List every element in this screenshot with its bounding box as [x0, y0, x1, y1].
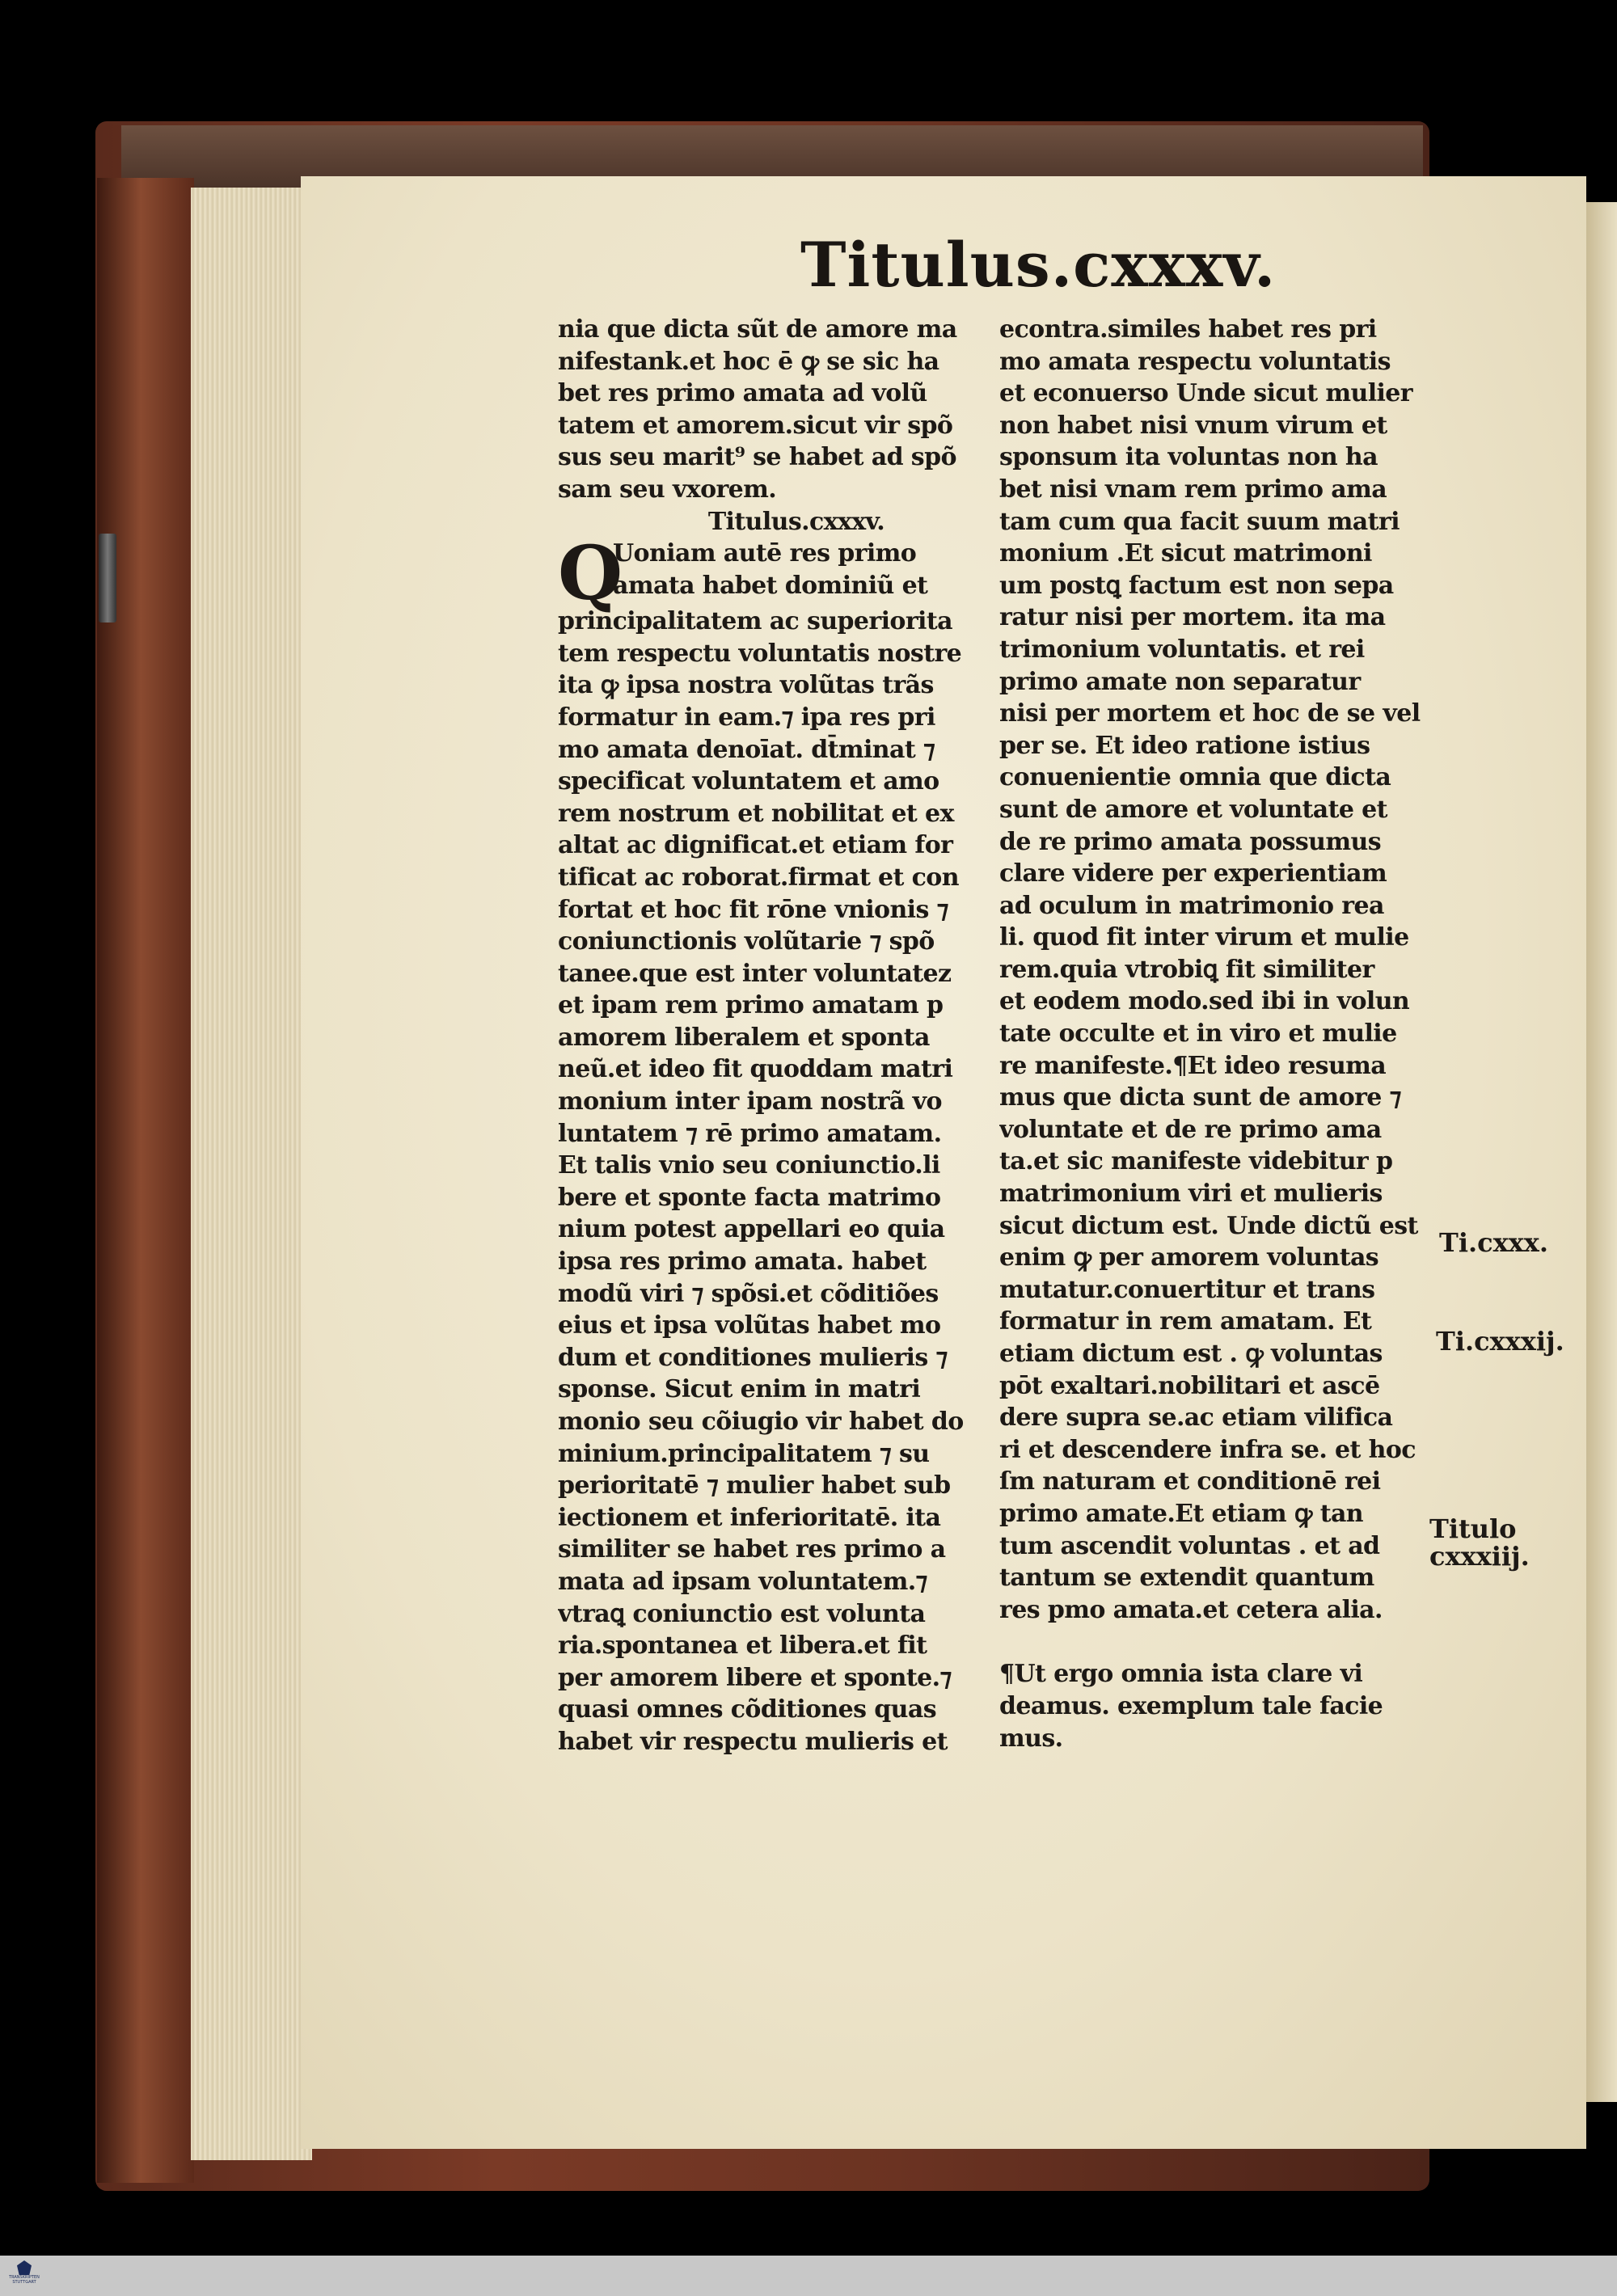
text-line: tate occulte et in viro et mulie	[999, 1019, 1397, 1049]
text-line: de re primo amata possumus	[999, 827, 1382, 856]
text-line: ta.et sic manifeste videbitur p	[999, 1147, 1393, 1176]
text-line: tanee.que est inter voluntatez	[558, 959, 952, 988]
book-spine	[97, 178, 194, 2183]
text-line: rem.quia vtrobiꝗ fit similiter	[999, 955, 1374, 984]
text-line: tatem et amorem.sicut vir spõ	[558, 411, 953, 440]
text-line: tum ascendit voluntas . et ad	[999, 1531, 1380, 1560]
text-line: li. quod fit inter virum et mulie	[999, 923, 1409, 952]
clasp-icon	[99, 534, 116, 623]
text-line: iectionem et inferioritatē. ita	[558, 1503, 941, 1532]
text-line: per amorem libere et sponte.⁊	[558, 1663, 952, 1692]
text-line: bet res primo amata ad volũ	[558, 379, 927, 408]
library-crest-icon	[17, 2260, 32, 2275]
page-title: Titulus.cxxxv.	[800, 229, 1277, 301]
section-heading: Titulus.cxxxv.	[707, 507, 885, 536]
text-line: dere supra se.ac etiam vilifica	[999, 1403, 1393, 1433]
text-line: primo amate non separatur	[999, 667, 1361, 696]
text-line: fortat et hoc fit rōne vnionis ⁊	[558, 895, 948, 924]
text-line: altat ac dignificat.et etiam for	[558, 831, 953, 860]
text-line: Uoniam autē res primo	[613, 539, 917, 568]
text-line: sicut dictum est. Unde dictũ est	[999, 1211, 1418, 1240]
text-line: per se. Et ideo ratione istius	[999, 731, 1370, 760]
text-line: coniunctionis volũtarie ⁊ spõ	[558, 927, 935, 956]
text-line: rem nostrum et nobilitat et ex	[558, 799, 954, 828]
text-line: mo amata respectu voluntatis	[999, 347, 1391, 376]
text-column-right	[999, 314, 1428, 1754]
text-line: conuenientie omnia que dicta	[999, 763, 1391, 792]
text-line: habet vir respectu mulieris et	[558, 1727, 948, 1756]
text-line: quasi omnes cõditiones quas	[558, 1695, 937, 1724]
margin-note-3-line1: Titulo	[1429, 1513, 1517, 1544]
library-logo	[6, 2260, 42, 2293]
text-line: vtraꝗ coniunctio est volunta	[558, 1599, 926, 1628]
text-line: ria.spontanea et libera.et fit	[558, 1631, 927, 1661]
text-line: tem respectu voluntatis nostre	[558, 639, 962, 668]
text-line: matrimonium viri et mulieris	[999, 1180, 1383, 1209]
text-line: pōt exaltari.nobilitari et ascē	[999, 1371, 1380, 1400]
text-line: principalitatem ac superiorita	[558, 607, 952, 636]
text-line: specificat voluntatem et amo	[558, 767, 939, 796]
text-line: formatur in eam.⁊ ipa res pri	[558, 703, 935, 732]
text-line: ri et descendere infra se. et hoc	[999, 1435, 1416, 1464]
text-line: clare videre per experientiam	[999, 859, 1387, 888]
text-line: mus.	[999, 1724, 1063, 1753]
text-line: et ipam rem primo amatam p	[558, 991, 944, 1020]
text-line: mus que dicta sunt de amore ⁊	[999, 1083, 1401, 1112]
text-line: et econuerso Unde sicut mulier	[999, 379, 1412, 408]
text-line: bet nisi vnam rem primo ama	[999, 475, 1387, 504]
text-column-left	[558, 314, 986, 1758]
page-edges	[191, 188, 312, 2160]
text-line: re manifeste.¶Et ideo resuma	[999, 1051, 1387, 1080]
text-line: ad oculum in matrimonio rea	[999, 891, 1384, 920]
text-line: tantum se extendit quantum	[999, 1564, 1374, 1593]
text-line: nium potest appellari eo quia	[558, 1215, 945, 1244]
text-line: formatur in rem amatam. Et	[999, 1307, 1372, 1336]
text-line: sunt de amore et voluntate et	[999, 795, 1387, 824]
paragraph-gap	[999, 1626, 1428, 1658]
text-line: minium.principalitatem ⁊ su	[558, 1439, 930, 1468]
text-line: sponsum ita voluntas non ha	[999, 443, 1378, 472]
text-line: et eodem modo.sed ibi in volun	[999, 987, 1410, 1016]
facing-page-edge	[1586, 202, 1617, 2102]
text-line: monio seu cõiugio vir habet do	[558, 1408, 964, 1436]
text-line: eius et ipsa volũtas habet mo	[558, 1311, 941, 1340]
text-line: amata habet dominiũ et	[613, 571, 928, 600]
text-line: etiam dictum est . ꝙ voluntas	[999, 1340, 1383, 1368]
drop-initial: Q	[558, 530, 623, 618]
text-line: nisi per mortem et hoc de se vel	[999, 699, 1421, 728]
text-line: tam cum qua facit suum matri	[999, 507, 1400, 536]
library-logo-text: TRANSKRIPTEN STUTTGART	[9, 2275, 40, 2285]
text-line: trimonium voluntatis. et rei	[999, 635, 1365, 664]
text-line: ipsa res primo amata. habet	[558, 1247, 927, 1277]
text-line: Et talis vnio seu coniunctio.li	[558, 1151, 940, 1180]
text-line: mo amata denoīat. dt̄minat ⁊	[558, 735, 935, 764]
text-line: deamus. exemplum tale facie	[999, 1691, 1383, 1720]
footer-bar	[0, 2256, 1617, 2296]
text-line: perioritatē ⁊ mulier habet sub	[558, 1471, 951, 1500]
show-through-texture	[437, 558, 526, 687]
text-line: non habet nisi vnum virum et	[999, 411, 1387, 440]
text-line: voluntate et de re primo ama	[999, 1115, 1382, 1144]
text-line: um postꝗ factum est non sepa	[999, 571, 1394, 600]
margin-note-3	[1429, 1515, 1530, 1570]
text-line: amorem liberalem et sponta	[558, 1023, 930, 1052]
text-line: dum et conditiones mulieris ⁊	[558, 1343, 948, 1372]
text-line: neũ.et ideo fit quoddam matri	[558, 1055, 953, 1084]
text-line: nia que dicta sũt de amore ma	[558, 315, 957, 344]
text-line: monium .Et sicut matrimoni	[999, 539, 1372, 568]
text-line: similiter se habet res primo a	[558, 1535, 946, 1564]
text-line: res pmo amata.et cetera alia.	[999, 1595, 1383, 1624]
text-line: modũ viri ⁊ spõsi.et cõditiões	[558, 1279, 939, 1308]
text-line: ¶Ut ergo omnia ista clare vi	[999, 1660, 1363, 1689]
margin-note-3-line2: cxxxiij.	[1429, 1541, 1530, 1572]
text-line: monium inter ipam nostrã vo	[558, 1087, 942, 1116]
margin-note-1: Ti.cxxx.	[1439, 1227, 1548, 1258]
text-line: primo amate.Et etiam ꝙ tan	[999, 1499, 1364, 1528]
margin-note-2: Ti.cxxxij.	[1436, 1326, 1564, 1357]
text-line: ratur nisi per mortem. ita ma	[999, 603, 1386, 632]
text-line: sus seu marit⁹ se habet ad spõ	[558, 443, 956, 472]
text-line: mutatur.conuertitur et trans	[999, 1275, 1375, 1304]
text-line: nifestank.et hoc ē ꝙ se sic ha	[558, 347, 939, 376]
text-line: mata ad ipsam voluntatem.⁊	[558, 1567, 927, 1596]
text-line: sam seu vxorem.	[558, 475, 777, 504]
text-line: ita ꝙ ipsa nostra volũtas trãs	[558, 671, 934, 700]
text-line: sponse. Sicut enim in matri	[558, 1375, 921, 1404]
text-line: bere et sponte facta matrimo	[558, 1183, 941, 1212]
text-line: tificat ac roborat.firmat et con	[558, 863, 959, 892]
text-line: ſm naturam et conditionē rei	[999, 1467, 1381, 1496]
text-line: econtra.similes habet res pri	[999, 315, 1377, 344]
text-line: luntatem ⁊ rē primo amatam.	[558, 1119, 942, 1148]
text-line: enim ꝙ per amorem voluntas	[999, 1243, 1379, 1273]
